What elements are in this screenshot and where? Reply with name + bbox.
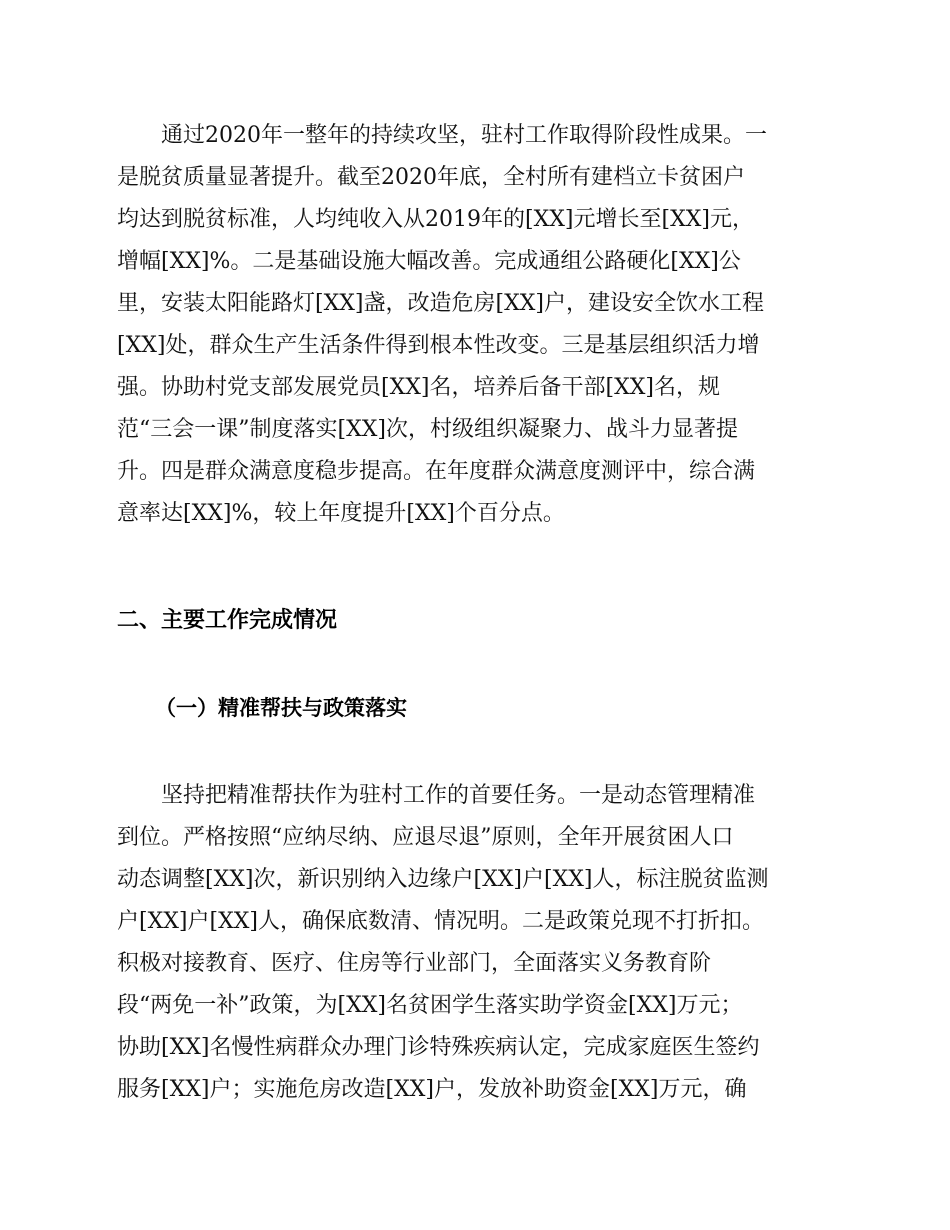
text-line: 均达到脱贫标准，人均纯收入从2019年的[XX]元增长至[XX]元， (117, 207, 754, 232)
subsection-heading: （一）精准帮扶与政策落实 (155, 695, 407, 720)
text-line: 动态调整[XX]次，新识别纳入边缘户[XX]户[XX]人，标注脱贫监测 (117, 867, 769, 892)
text-line: 范“三会一课”制度落实[XX]次，村级组织凝聚力、战斗力显著提 (117, 417, 738, 442)
section-heading: 二、主要工作完成情况 (117, 608, 338, 633)
text-line: 增幅[XX]%。二是基础设施大幅改善。完成通组公路硬化[XX]公 (117, 249, 741, 274)
text-line: [XX]处，群众生产生活条件得到根本性改变。三是基层组织活力增 (117, 333, 760, 358)
paragraph-precise-assistance (117, 775, 837, 1111)
text-line: 协助[XX]名慢性病群众办理门诊特殊疾病认定，完成家庭医生签约 (117, 1035, 760, 1060)
text-line: 里，安装太阳能路灯[XX]盏，改造危房[XX]户，建设安全饮水工程 (117, 291, 764, 316)
text-line: 升。四是群众满意度稳步提高。在年度群众满意度测评中，综合满 (117, 459, 756, 484)
text-line: 户[XX]户[XX]人，确保底数清、情况明。二是政策兑现不打折扣。 (117, 909, 764, 934)
text-line: 服务[XX]户；实施危房改造[XX]户，发放补助资金[XX]万元，确 (117, 1077, 747, 1102)
text-line: 到位。严格按照“应纳尽纳、应退尽退”原则，全年开展贫困人口 (117, 825, 734, 850)
text-line: 通过2020年一整年的持续攻坚，驻村工作取得阶段性成果。一 (117, 123, 767, 148)
paragraph-results (117, 115, 837, 535)
text-line: 积极对接教育、医疗、住房等行业部门，全面落实义务教育阶 (117, 951, 712, 976)
text-line: 坚持把精准帮扶作为驻村工作的首要任务。一是动态管理精准 (117, 783, 756, 808)
text-line: 段“两免一补”政策，为[XX]名贫困学生落实助学资金[XX]万元； (117, 993, 743, 1018)
text-line: 是脱贫质量显著提升。截至2020年底，全村所有建档立卡贫困户 (117, 165, 745, 190)
text-line: 强。协助村党支部发展党员[XX]名，培养后备干部[XX]名，规 (117, 375, 720, 400)
text-line: 意率达[XX]%，较上年度提升[XX]个百分点。 (117, 501, 565, 526)
